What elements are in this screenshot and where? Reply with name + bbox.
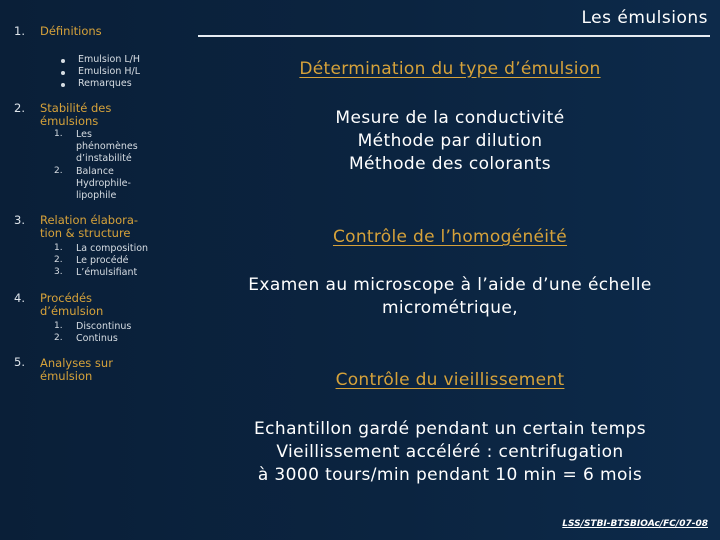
section-1-item-1[interactable]: Emulsion L/H (78, 54, 140, 65)
heading-aging: Contrôle du vieillissement (335, 370, 565, 390)
section-2-item-1-number: 1. (54, 129, 63, 139)
method-line-2: Méthode par dilution (357, 131, 543, 151)
section-2-item-2-number: 2. (54, 166, 63, 176)
bullet-icon (61, 59, 65, 63)
section-5-number: 5. (14, 355, 25, 369)
section-3-item-3-number: 3. (54, 267, 63, 277)
section-3-item-1[interactable]: La composition (76, 243, 149, 254)
homogeneity-line-2: micrométrique, (381, 298, 519, 318)
homogeneity-line-1: Examen au microscope à l’aide d’une échelle (248, 275, 652, 295)
section-4-title-line-2[interactable]: d’émulsion (40, 304, 104, 318)
aging-line-1: Echantillon gardé pendant un certain temps (254, 419, 646, 439)
section-2-title-line-2[interactable]: émulsions (40, 114, 99, 128)
section-2-item-1-line-2[interactable]: phénomènes (76, 141, 138, 152)
section-1-title[interactable]: Définitions (40, 24, 102, 38)
section-2-item-2-line-1[interactable]: Balance (76, 166, 114, 177)
section-4-item-2[interactable]: Continus (76, 333, 118, 344)
section-4-item-1-number: 1. (54, 321, 63, 331)
footer-reference: LSS/STBI-BTSBIOAc/FC/07-08 (562, 519, 708, 529)
section-3-item-1-number: 1. (54, 243, 63, 253)
section-4-number: 4. (14, 291, 25, 305)
title-divider (198, 35, 710, 37)
section-1-item-3[interactable]: Remarques (78, 78, 132, 89)
section-3-number: 3. (14, 213, 25, 227)
section-5-title-line-2[interactable]: émulsion (40, 369, 93, 383)
section-2-item-1-line-1[interactable]: Les (76, 129, 92, 140)
section-1-number: 1. (14, 24, 25, 38)
section-1-item-2[interactable]: Emulsion H/L (78, 66, 140, 77)
section-5-title-line-1[interactable]: Analyses sur (40, 356, 113, 370)
aging-line-3: à 3000 tours/min pendant 10 min = 6 mois (257, 465, 643, 485)
method-line-1: Mesure de la conductivité (335, 108, 565, 128)
section-2-title-line-1[interactable]: Stabilité des (40, 101, 112, 115)
heading-emulsion-type: Détermination du type d’émulsion (299, 59, 601, 79)
section-2-item-2-line-3[interactable]: lipophile (76, 190, 117, 201)
aging-line-2: Vieillissement accéléré : centrifugation (276, 442, 624, 462)
bullet-icon (61, 71, 65, 75)
section-4-item-1[interactable]: Discontinus (76, 321, 132, 332)
method-line-3: Méthode des colorants (348, 154, 552, 174)
section-3-item-3[interactable]: L’émulsifiant (76, 267, 138, 278)
section-2-item-1-line-3[interactable]: d’instabilité (76, 153, 132, 164)
section-3-item-2[interactable]: Le procédé (76, 255, 129, 266)
section-3-title-line-2[interactable]: tion & structure (40, 226, 131, 240)
section-3-title-line-1[interactable]: Relation élabora- (40, 213, 139, 227)
section-3-item-2-number: 2. (54, 255, 63, 265)
section-4-title-line-1[interactable]: Procédés (40, 291, 93, 305)
section-2-item-2-line-2[interactable]: Hydrophile- (76, 178, 131, 189)
section-4-item-2-number: 2. (54, 333, 63, 343)
slide-title: Les émulsions (581, 8, 708, 28)
bullet-icon (61, 83, 65, 87)
section-2-number: 2. (14, 101, 25, 115)
heading-homogeneity: Contrôle de l’homogénéité (332, 227, 568, 247)
